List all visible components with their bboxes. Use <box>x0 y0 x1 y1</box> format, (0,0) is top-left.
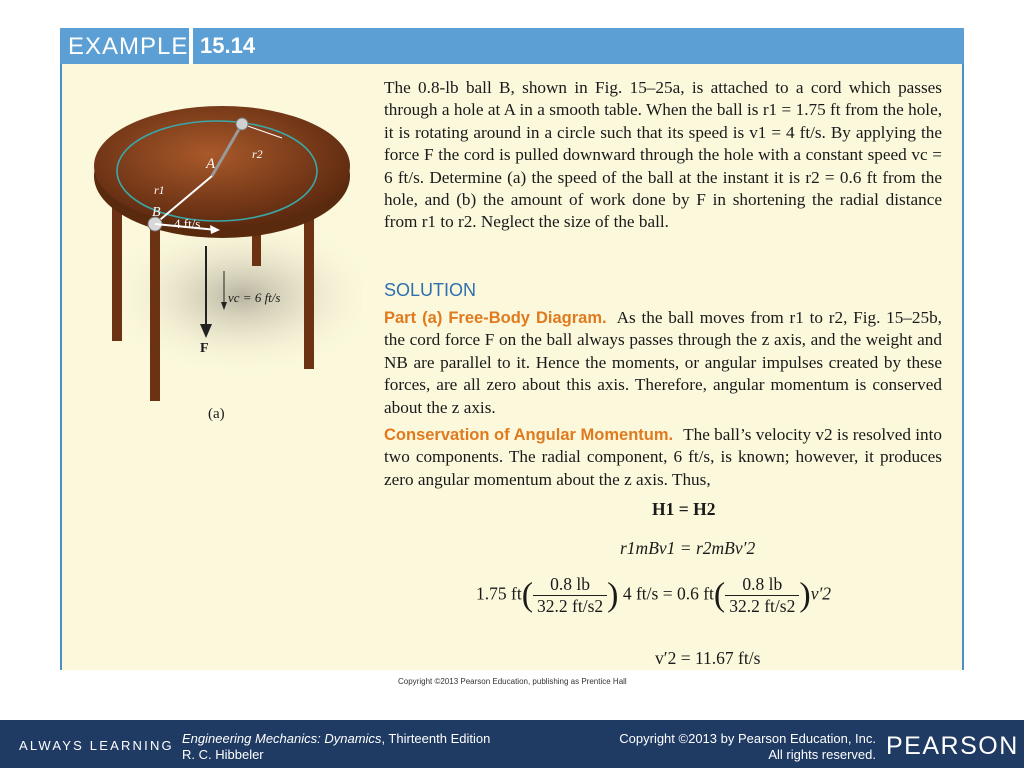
example-number: 15.14 <box>200 33 256 58</box>
eq3-fraction-1: $\frac{0.8 lb}{32.2 ft/s2}$ <box>533 574 607 617</box>
part-a-lead: Part (a) Free-Body Diagram. <box>384 309 607 327</box>
book-info <box>182 731 490 763</box>
equation-4: v′2 = 11.67 ft/s <box>655 648 761 668</box>
rights-text <box>619 731 876 763</box>
r1-label: r1 <box>154 183 165 197</box>
copyright-line-1: Copyright ©2013 by Pearson Education, Inc. <box>619 731 876 746</box>
header-divider <box>189 28 193 64</box>
problem-statement <box>384 77 942 234</box>
example-header-bar <box>60 28 964 64</box>
equation-1: H1 = H2 <box>652 499 716 519</box>
speed-label: 4 ft/s <box>174 216 201 231</box>
r2-label: r2 <box>252 147 263 161</box>
eq3-left: 1.75 ft <box>476 583 522 604</box>
vc-label: vc = 6 ft/s <box>228 290 281 305</box>
table-leg <box>112 196 122 341</box>
eq3-right: v′2 <box>810 583 832 604</box>
part-a-text: As the ball moves from r1 to r2, Fig. 15–25b, the cord force F on the ball always passes through the z axis, and the weight and NB are parallel to it. Hence the moments, or angular impulses created by these forces, are all zero about this axis. Therefore, angular momentum is conserved about the z axis. <box>384 308 942 417</box>
book-edition: , Thirteenth Edition <box>381 731 491 746</box>
pearson-logo: PEARSON <box>886 732 1019 760</box>
copyright-line-2: All rights reserved. <box>768 747 876 762</box>
point-b-label: B <box>152 205 161 220</box>
example-label: EXAMPLE <box>68 33 189 60</box>
part-a-paragraph <box>384 307 942 419</box>
table-figure <box>92 76 362 436</box>
table-leg <box>150 226 160 401</box>
equation-2: r1mBv1 = r2mBv′2 <box>620 538 756 558</box>
book-title: Engineering Mechanics: Dynamics <box>182 731 382 746</box>
conservation-paragraph <box>384 424 942 491</box>
point-a-label: A <box>206 156 216 172</box>
solution-heading: SOLUTION <box>384 280 477 300</box>
table-leg <box>304 204 314 369</box>
figure-label: (a) <box>208 406 225 422</box>
conservation-lead: Conservation of Angular Momentum. <box>384 426 674 444</box>
equation-3: 1.75 ft( $\frac{0.8 lb}{32.2 ft/s2}$ ) 4 ft/s = 0.6 ft( $\frac{0.8 lb}{32.2 ft/s2}$ )v′2 <box>476 574 832 616</box>
ball-r2 <box>236 118 248 130</box>
problem-text: The 0.8-lb ball B, shown in Fig. 15–25a, is attached to a cord which passes through a hole at A in a smooth table. When the ball is r1 = 1.75 ft from the hole, it is rotating around in a circle such that its speed is v1 = 4 ft/s. By applying the force F the cord is pulled downward through the hole with a constant speed vc = 6 ft/s. Determine (a) the speed of the ball at the instant it is r2 = 0.6 ft from the hole, and (b) the amount of work done by F in shortening the radial distance from r1 to r2. Neglect the size of the ball. <box>384 78 942 232</box>
force-label: F <box>200 341 209 356</box>
eq3-fraction-2: $\frac{0.8 lb}{32.2 ft/s2}$ <box>725 574 799 617</box>
always-learning: ALWAYS LEARNING <box>19 738 174 753</box>
eq3-mid: 4 ft/s = 0.6 ft <box>622 583 714 604</box>
copyright-small: Copyright ©2013 Pearson Education, publishing as Prentice Hall <box>398 677 627 686</box>
table-top <box>94 106 350 226</box>
conservation-text: The ball’s velocity v2 is resolved into two components. The radial component, 6 ft/s, is known; however, it produces zero angular momentum about the z axis. Thus, <box>384 425 942 489</box>
book-author: R. C. Hibbeler <box>182 747 264 762</box>
